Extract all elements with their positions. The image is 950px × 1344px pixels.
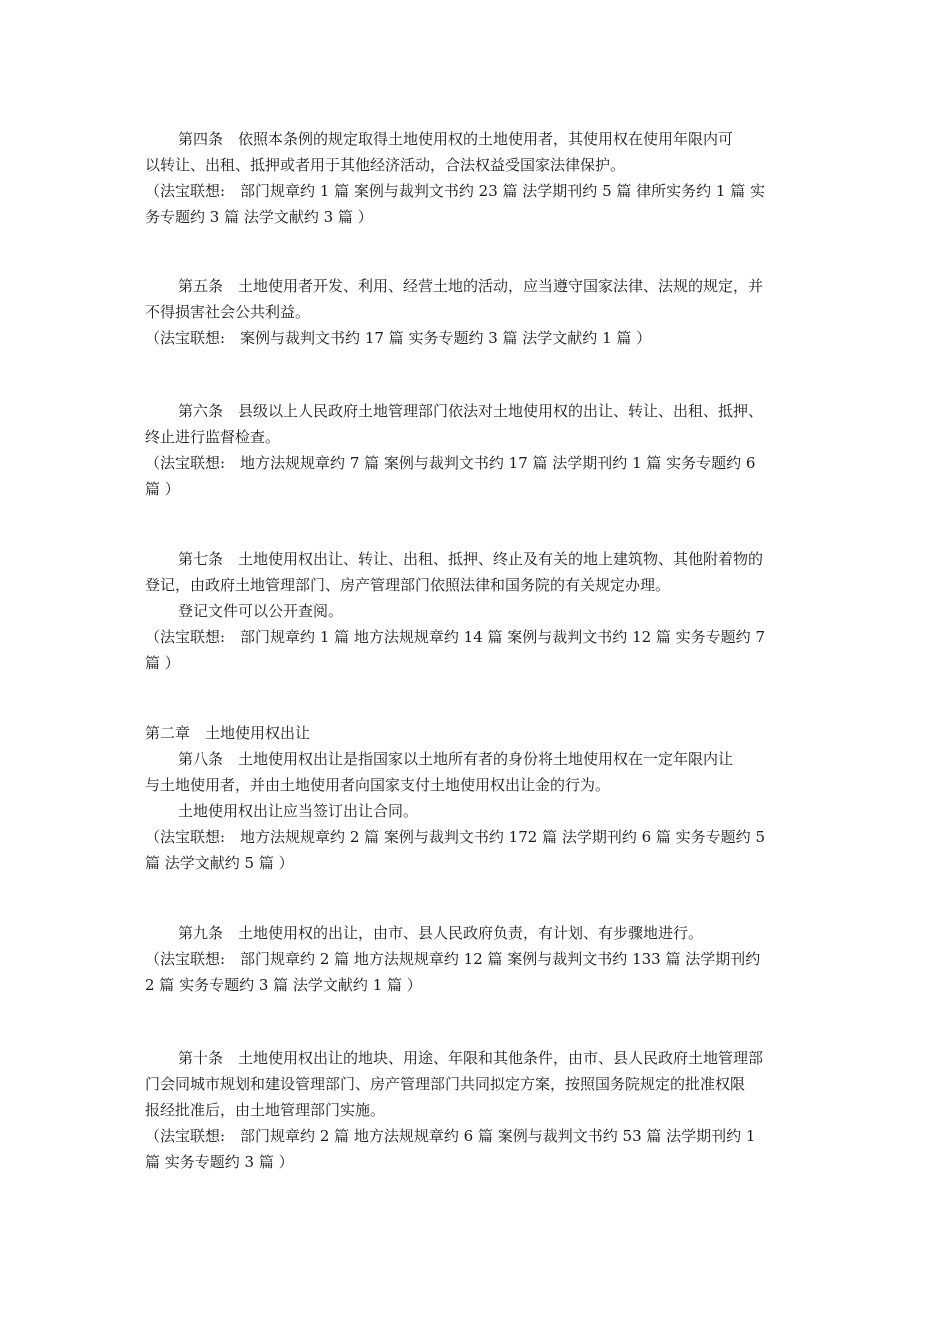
- chapter-2-heading: 第二章 土地使用权出让: [145, 724, 311, 742]
- article-10-line-3: 报经批准后，由土地管理部门实施。: [145, 1101, 386, 1119]
- article-9-reference-line-1[interactable]: （法宝联想: 部门规章约 2 篇 地方法规规章约 12 篇 案例与裁判文书约 133 篇 法学期刊约: [145, 950, 761, 968]
- article-7-line-2: 登记，由政府土地管理部门、房产管理部门依照法律和国务院的有关规定办理。: [145, 576, 671, 594]
- article-7-reference-line-1[interactable]: （法宝联想: 部门规章约 1 篇 地方法规规章约 14 篇 案例与裁判文书约 12 篇 实务专题约 7: [145, 628, 765, 646]
- article-6-line-1: 第六条 县级以上人民政府土地管理部门依法对土地使用权的出让、转让、出租、抵押、: [178, 402, 764, 420]
- article-4-line-2: 以转让、出租、抵押或者用于其他经济活动，合法权益受国家法律保护。: [145, 156, 626, 174]
- article-6-reference-line-1[interactable]: （法宝联想: 地方法规规章约 7 篇 案例与裁判文书约 17 篇 法学期刊约 1 篇 实务专题约 6: [145, 454, 756, 472]
- article-8-reference-line-1[interactable]: （法宝联想: 地方法规规章约 2 篇 案例与裁判文书约 172 篇 法学期刊约 6 篇 实务专题约 5: [145, 828, 765, 846]
- article-10-reference-line-2[interactable]: 篇 实务专题约 3 篇 ）: [145, 1153, 294, 1171]
- article-5-line-1: 第五条 土地使用者开发、利用、经营土地的活动，应当遵守国家法律、法规的规定，并: [178, 277, 764, 295]
- article-4-line-1: 第四条 依照本条例的规定取得土地使用权的土地使用者，其使用权在使用年限内可: [178, 130, 734, 148]
- article-8-line-2: 与土地使用者，并由土地使用者向国家支付土地使用权出让金的行为。: [145, 776, 611, 794]
- article-8-line-1: 第八条 土地使用权出让是指国家以土地所有者的身份将土地使用权在一定年限内让: [178, 750, 734, 768]
- article-8-line-3: 土地使用权出让应当签订出让合同。: [178, 802, 419, 820]
- article-7-reference-line-2[interactable]: 篇 ）: [145, 654, 180, 672]
- article-4-reference-line-2[interactable]: 务专题约 3 篇 法学文献约 3 篇 ）: [145, 208, 373, 226]
- article-6-line-2: 终止进行监督检查。: [145, 428, 281, 446]
- article-7-line-3: 登记文件可以公开查阅。: [178, 602, 344, 620]
- article-9-line-1: 第九条 土地使用权的出让，由市、县人民政府负责，有计划、有步骤地进行。: [178, 924, 704, 942]
- article-8-reference-line-2[interactable]: 篇 法学文献约 5 篇 ）: [145, 854, 294, 872]
- article-6-reference-line-2[interactable]: 篇 ）: [145, 480, 180, 498]
- article-4-reference-line-1[interactable]: （法宝联想: 部门规章约 1 篇 案例与裁判文书约 23 篇 法学期刊约 5 篇 律所实务约 1 篇 实: [145, 182, 765, 200]
- article-5-line-2: 不得损害社会公共利益。: [145, 303, 311, 321]
- article-10-line-2: 门会同城市规划和建设管理部门、房产管理部门共同拟定方案，按照国务院规定的批准权限: [145, 1075, 746, 1093]
- article-7-line-1: 第七条 土地使用权出让、转让、出租、抵押、终止及有关的地上建筑物、其他附着物的: [178, 550, 764, 568]
- article-10-reference-line-1[interactable]: （法宝联想: 部门规章约 2 篇 地方法规规章约 6 篇 案例与裁判文书约 53 篇 法学期刊约 1: [145, 1127, 756, 1145]
- article-5-reference-line-1[interactable]: （法宝联想: 案例与裁判文书约 17 篇 实务专题约 3 篇 法学文献约 1 篇 ）: [145, 329, 652, 347]
- article-9-reference-line-2[interactable]: 2 篇 实务专题约 3 篇 法学文献约 1 篇 ）: [145, 976, 422, 994]
- article-10-line-1: 第十条 土地使用权出让的地块、用途、年限和其他条件，由市、县人民政府土地管理部: [178, 1049, 764, 1067]
